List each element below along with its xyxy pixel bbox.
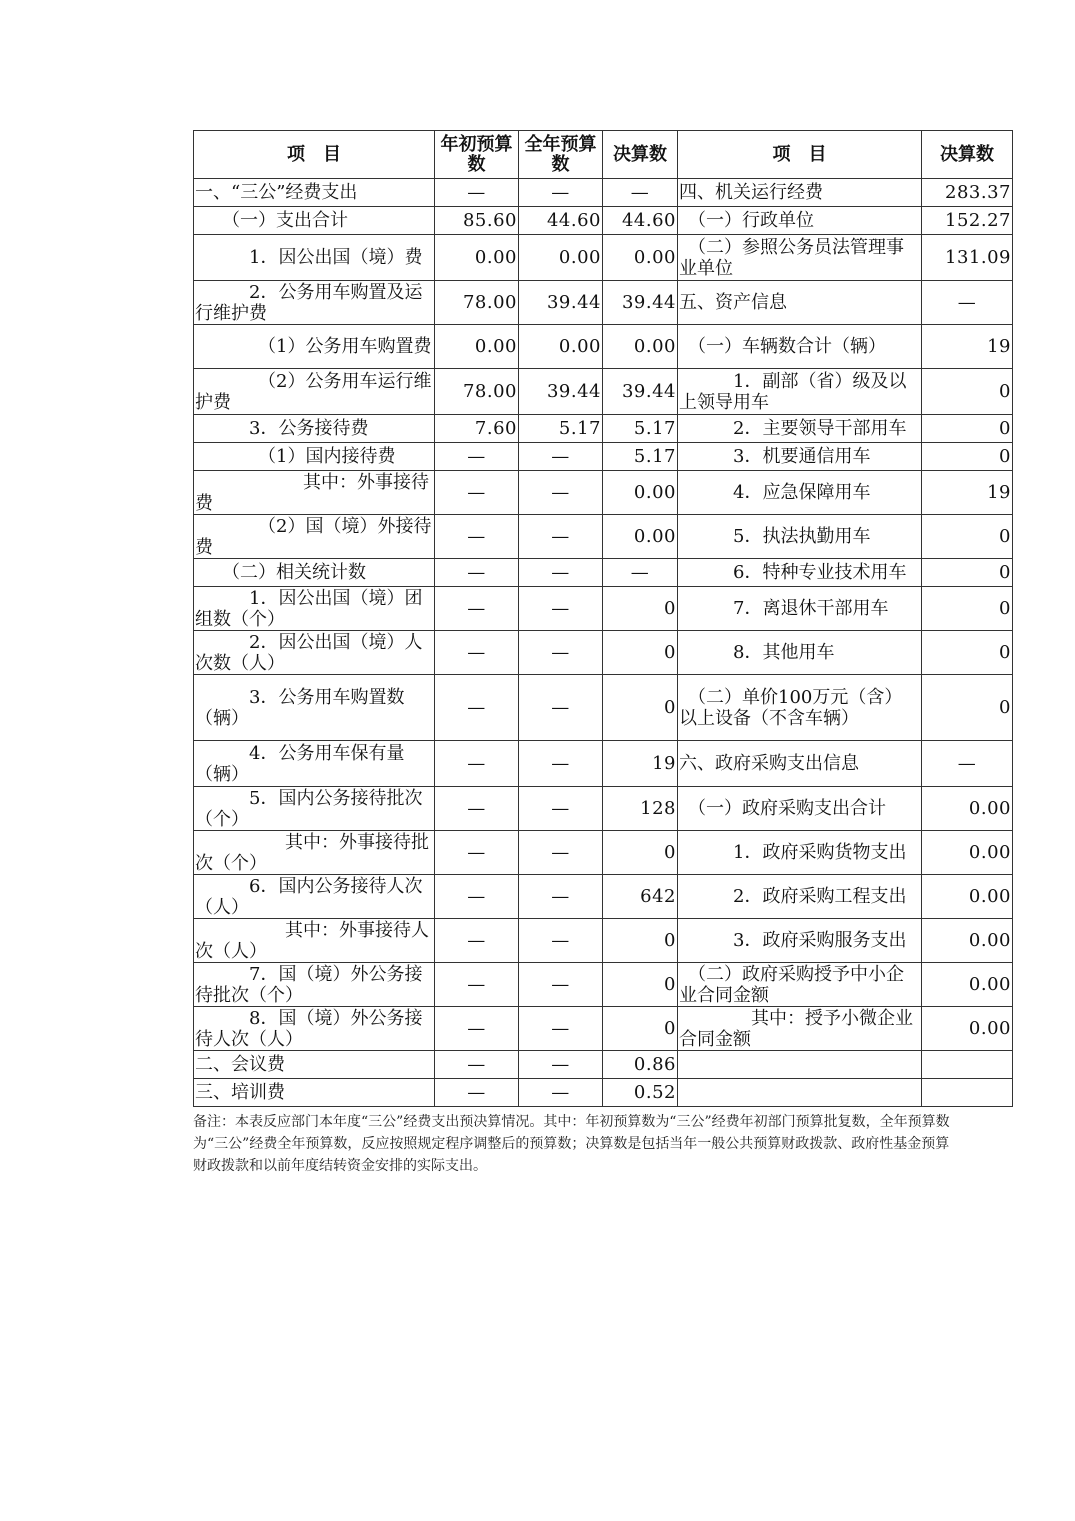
row-full-year-budget: 39.44 (519, 369, 603, 415)
row-final-accounts: 0 (603, 919, 678, 963)
row-initial-budget: — (435, 787, 519, 831)
row-initial-budget: 85.60 (435, 207, 519, 235)
row-final-accounts: — (603, 179, 678, 207)
row-item-label: 1．因公出国（境）团组数（个） (194, 587, 435, 631)
row-right-final: 0 (922, 587, 1013, 631)
row-right-item-label: 五、资产信息 (678, 281, 922, 325)
report-sheet (193, 130, 1012, 1177)
row-initial-budget: — (435, 1051, 519, 1079)
row-item-label: 3．公务用车购置数（辆） (194, 675, 435, 741)
row-full-year-budget: — (519, 787, 603, 831)
row-full-year-budget: 0.00 (519, 325, 603, 369)
table-row (194, 875, 1013, 919)
table-row (194, 831, 1013, 875)
table-row (194, 559, 1013, 587)
table-row (194, 1079, 1013, 1107)
row-final-accounts: 0.86 (603, 1051, 678, 1079)
footnote: 备注：本表反应部门本年度“三公”经费支出预决算情况。其中：年初预算数为“三公”经费年初部门预算批复数，全年预算数为“三公”经费全年预算数，反应按照规定程序调整后的预算数；决算数是包括当年一般公共预算财政拨款、政府性基金预算财政拨款和以前年度结转资金安排的实际支出。 (193, 1114, 950, 1174)
row-right-item-label (678, 1079, 922, 1107)
row-initial-budget: — (435, 443, 519, 471)
row-item-label: （一）支出合计 (194, 207, 435, 235)
row-initial-budget: — (435, 1079, 519, 1107)
row-full-year-budget: — (519, 1051, 603, 1079)
table-row (194, 415, 1013, 443)
header-initial-budget: 年初预算数 (435, 131, 519, 179)
table-row (194, 1007, 1013, 1051)
row-full-year-budget: — (519, 631, 603, 675)
row-item-label: 2．因公出国（境）人次数（人） (194, 631, 435, 675)
row-final-accounts: 0.52 (603, 1079, 678, 1107)
row-item-label: 5．国内公务接待批次（个） (194, 787, 435, 831)
row-full-year-budget: 5.17 (519, 415, 603, 443)
row-full-year-budget: — (519, 443, 603, 471)
row-right-item-label: 8．其他用车 (678, 631, 922, 675)
row-right-final: 0.00 (922, 831, 1013, 875)
row-initial-budget: — (435, 1007, 519, 1051)
row-full-year-budget: — (519, 831, 603, 875)
row-item-label: 8．国（境）外公务接待人次（人） (194, 1007, 435, 1051)
row-final-accounts: 39.44 (603, 369, 678, 415)
table-body (194, 179, 1013, 1107)
row-right-final: 0 (922, 443, 1013, 471)
table-row (194, 587, 1013, 631)
row-final-accounts: 0 (603, 631, 678, 675)
row-item-label: 其中：外事接待批次（个） (194, 831, 435, 875)
row-final-accounts: 128 (603, 787, 678, 831)
row-right-final: 0 (922, 515, 1013, 559)
row-initial-budget: 78.00 (435, 369, 519, 415)
row-right-item-label: （一）政府采购支出合计 (678, 787, 922, 831)
row-right-item-label: 6．特种专业技术用车 (678, 559, 922, 587)
row-right-final: 0 (922, 675, 1013, 741)
row-final-accounts: 0 (603, 587, 678, 631)
row-right-item-label: （一）车辆数合计（辆） (678, 325, 922, 369)
row-initial-budget: — (435, 587, 519, 631)
row-right-final: 0 (922, 631, 1013, 675)
row-item-label: 6．国内公务接待人次（人） (194, 875, 435, 919)
row-full-year-budget: — (519, 1079, 603, 1107)
row-right-final: 0.00 (922, 875, 1013, 919)
row-right-final: 283.37 (922, 179, 1013, 207)
row-final-accounts: 39.44 (603, 281, 678, 325)
row-right-item-label (678, 1051, 922, 1079)
row-item-label: 三、培训费 (194, 1079, 435, 1107)
table-row (194, 369, 1013, 415)
row-initial-budget: — (435, 875, 519, 919)
table-row (194, 471, 1013, 515)
row-initial-budget: — (435, 515, 519, 559)
row-full-year-budget: 0.00 (519, 235, 603, 281)
row-right-item-label: （二）单价100万元（含）以上设备（不含车辆） (678, 675, 922, 741)
row-final-accounts: 0.00 (603, 325, 678, 369)
table-row (194, 515, 1013, 559)
row-final-accounts: 0.00 (603, 471, 678, 515)
row-right-final: 0.00 (922, 787, 1013, 831)
header-left-item: 项 目 (194, 131, 435, 179)
row-initial-budget: 78.00 (435, 281, 519, 325)
row-right-final: 0.00 (922, 919, 1013, 963)
table-row (194, 963, 1013, 1007)
table-row (194, 919, 1013, 963)
row-right-item-label: 其中：授予小微企业合同金额 (678, 1007, 922, 1051)
row-right-final: — (922, 281, 1013, 325)
row-final-accounts: — (603, 559, 678, 587)
row-initial-budget: — (435, 919, 519, 963)
table-row (194, 1051, 1013, 1079)
row-full-year-budget: — (519, 471, 603, 515)
row-full-year-budget: — (519, 919, 603, 963)
row-right-item-label: 7．离退休干部用车 (678, 587, 922, 631)
row-right-final: 0.00 (922, 963, 1013, 1007)
row-right-item-label: 2．主要领导干部用车 (678, 415, 922, 443)
row-full-year-budget: — (519, 559, 603, 587)
row-full-year-budget: — (519, 179, 603, 207)
row-item-label: （2）公务用车运行维护费 (194, 369, 435, 415)
row-item-label: 二、会议费 (194, 1051, 435, 1079)
row-right-item-label: （二）政府采购授予中小企业合同金额 (678, 963, 922, 1007)
table-row (194, 675, 1013, 741)
header-right-final: 决算数 (922, 131, 1013, 179)
row-initial-budget: — (435, 963, 519, 1007)
row-right-item-label: 3．机要通信用车 (678, 443, 922, 471)
row-item-label: （1）公务用车购置费 (194, 325, 435, 369)
table-row (194, 631, 1013, 675)
row-right-final: 152.27 (922, 207, 1013, 235)
row-right-item-label: 5．执法执勤用车 (678, 515, 922, 559)
row-right-final: 131.09 (922, 235, 1013, 281)
row-final-accounts: 44.60 (603, 207, 678, 235)
row-initial-budget: 0.00 (435, 235, 519, 281)
row-full-year-budget: — (519, 875, 603, 919)
table-row (194, 235, 1013, 281)
row-right-item-label: （一）行政单位 (678, 207, 922, 235)
row-item-label: 3．公务接待费 (194, 415, 435, 443)
row-right-final (922, 1051, 1013, 1079)
row-right-final: — (922, 741, 1013, 787)
row-item-label: （1）国内接待费 (194, 443, 435, 471)
row-right-item-label: （二）参照公务员法管理事业单位 (678, 235, 922, 281)
row-right-final: 0.00 (922, 1007, 1013, 1051)
row-item-label: 1．因公出国（境）费 (194, 235, 435, 281)
row-final-accounts: 642 (603, 875, 678, 919)
row-final-accounts: 0 (603, 1007, 678, 1051)
row-item-label: 4．公务用车保有量（辆） (194, 741, 435, 787)
row-initial-budget: — (435, 741, 519, 787)
row-full-year-budget: 44.60 (519, 207, 603, 235)
row-initial-budget: — (435, 631, 519, 675)
row-item-label: 其中：外事接待费 (194, 471, 435, 515)
row-full-year-budget: — (519, 741, 603, 787)
row-right-item-label: 2．政府采购工程支出 (678, 875, 922, 919)
row-full-year-budget: — (519, 675, 603, 741)
table-row (194, 787, 1013, 831)
row-full-year-budget: — (519, 587, 603, 631)
row-right-item-label: 4．应急保障用车 (678, 471, 922, 515)
row-full-year-budget: — (519, 963, 603, 1007)
row-initial-budget: — (435, 675, 519, 741)
row-final-accounts: 0 (603, 963, 678, 1007)
header-right-item: 项 目 (678, 131, 922, 179)
row-final-accounts: 0.00 (603, 235, 678, 281)
row-item-label: 其中：外事接待人次（人） (194, 919, 435, 963)
row-initial-budget: — (435, 471, 519, 515)
row-right-final: 19 (922, 471, 1013, 515)
row-final-accounts: 5.17 (603, 415, 678, 443)
three-public-expenses-table (193, 130, 1013, 1107)
row-item-label: （2）国（境）外接待费 (194, 515, 435, 559)
row-item-label: 7．国（境）外公务接待批次（个） (194, 963, 435, 1007)
header-row (194, 131, 1013, 179)
row-initial-budget: — (435, 179, 519, 207)
header-full-year-budget: 全年预算数 (519, 131, 603, 179)
row-right-item-label: 3．政府采购服务支出 (678, 919, 922, 963)
row-full-year-budget: 39.44 (519, 281, 603, 325)
row-right-final: 0 (922, 415, 1013, 443)
table-row (194, 179, 1013, 207)
row-right-item-label: 四、机关运行经费 (678, 179, 922, 207)
row-initial-budget: — (435, 831, 519, 875)
row-item-label: （二）相关统计数 (194, 559, 435, 587)
row-item-label: 一、“三公”经费支出 (194, 179, 435, 207)
row-right-item-label: 六、政府采购支出信息 (678, 741, 922, 787)
row-full-year-budget: — (519, 1007, 603, 1051)
row-right-final: 19 (922, 325, 1013, 369)
row-final-accounts: 0 (603, 831, 678, 875)
row-right-final (922, 1079, 1013, 1107)
row-final-accounts: 19 (603, 741, 678, 787)
row-final-accounts: 5.17 (603, 443, 678, 471)
row-full-year-budget: — (519, 515, 603, 559)
row-final-accounts: 0 (603, 675, 678, 741)
row-item-label: 2．公务用车购置及运行维护费 (194, 281, 435, 325)
table-row (194, 281, 1013, 325)
header-final-accounts: 决算数 (603, 131, 678, 179)
row-initial-budget: 0.00 (435, 325, 519, 369)
table-row (194, 325, 1013, 369)
row-final-accounts: 0.00 (603, 515, 678, 559)
row-right-final: 0 (922, 369, 1013, 415)
row-right-item-label: 1．政府采购货物支出 (678, 831, 922, 875)
row-initial-budget: — (435, 559, 519, 587)
table-row (194, 443, 1013, 471)
row-right-final: 0 (922, 559, 1013, 587)
row-right-item-label: 1．副部（省）级及以上领导用车 (678, 369, 922, 415)
table-row (194, 207, 1013, 235)
row-initial-budget: 7.60 (435, 415, 519, 443)
table-row (194, 741, 1013, 787)
